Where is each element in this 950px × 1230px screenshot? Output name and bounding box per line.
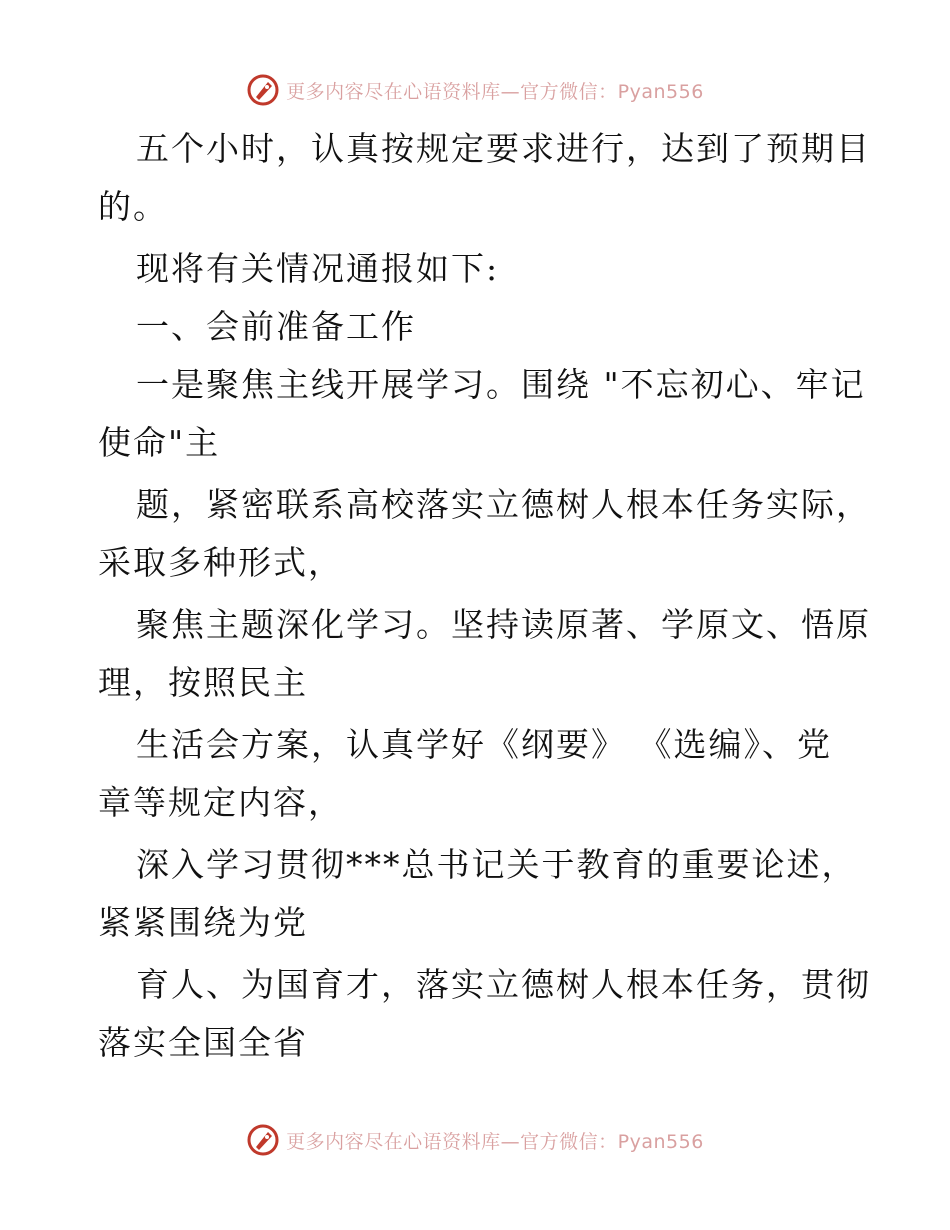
body-line-9: 聚焦主题深化学习。坚持读原著、学原文、悟原 [136,605,871,644]
body-line-5: 一是聚焦主线开展学习。围绕 "不忘初心、牢记 [136,365,866,404]
body-line-6: 使命"主 [98,423,221,462]
footer-watermark-banner [0,1120,950,1160]
body-line-16: 落实全国全省 [98,1023,308,1062]
section-heading: 一、会前准备工作 [136,307,416,346]
body-line-12: 章等规定内容， [98,783,343,822]
body-line-13: 深入学习贯彻***总书记关于教育的重要论述， [136,845,857,884]
body-line-15: 育人、为国育才，落实立德树人根本任务，贯彻 [136,965,871,1004]
body-line-3: 现将有关情况通报如下: [136,249,500,288]
header-watermark-banner [0,70,950,110]
pen-nib-circle-icon [246,73,280,107]
body-line-8: 采取多种形式， [98,543,343,582]
footer-banner-text: 更多内容尽在心语资料库—官方微信：Pyan556 [286,1130,704,1153]
pen-nib-circle-icon [246,1123,280,1157]
body-line-11: 生活会方案，认真学好《纲要》 《选编》、党 [136,725,832,764]
body-line-7: 题，紧密联系高校落实立德树人根本任务实际， [136,485,871,524]
body-line-10: 理，按照民主 [98,663,308,702]
body-line-14: 紧紧围绕为党 [98,903,308,942]
header-banner-text: 更多内容尽在心语资料库—官方微信：Pyan556 [286,80,704,103]
body-line-1: 五个小时，认真按规定要求进行，达到了预期目 [136,129,871,168]
document-body [98,120,871,1072]
body-line-2: 的。 [98,187,168,226]
